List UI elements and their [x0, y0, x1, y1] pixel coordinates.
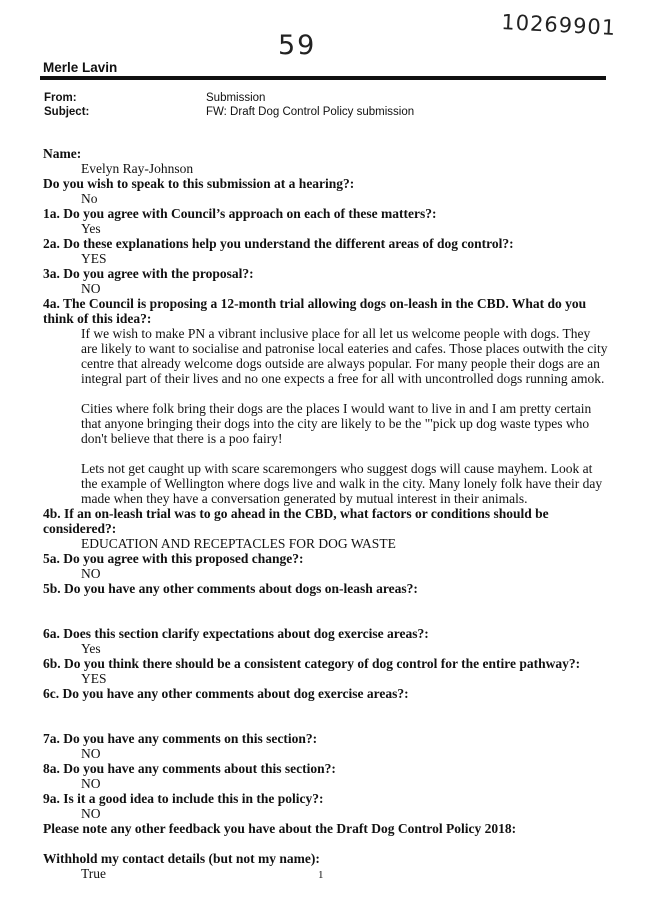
paragraph-gap — [43, 446, 608, 461]
answer-8a: NO — [81, 776, 101, 791]
paragraph-gap — [43, 611, 608, 626]
page-number: 1 — [318, 869, 324, 881]
name-value: Evelyn Ray-Johnson — [81, 161, 194, 176]
empty-answer — [43, 701, 608, 716]
hearing-question: Do you wish to speak to this submission at a hearing?: — [43, 176, 355, 191]
answer-2a: YES — [81, 251, 107, 266]
answer-7a: NO — [81, 746, 101, 761]
withhold-answer: True — [81, 866, 107, 881]
paragraph-gap — [43, 386, 608, 401]
answer-5a: NO — [81, 566, 101, 581]
answer-4a-paragraph-1: If we wish to make PN a vibrant inclusive place for all let us welcome people with dogs. They are likely to want to socialise and patronise local eateries and cafes. Those places outwith the city centre that already welcome dogs outside are always popular. For many people their dogs are an integral part of their lives and no one expects a free for all with uncontrolled dogs running amok. — [81, 326, 608, 386]
empty-answer — [43, 596, 608, 611]
from-value: Submission — [206, 92, 266, 104]
empty-answer — [43, 836, 608, 851]
header-divider — [40, 76, 606, 80]
submission-form — [43, 146, 608, 881]
question-8a: 8a. Do you have any comments about this section?: — [43, 761, 336, 776]
question-5b: 5b. Do you have any other comments about dogs on-leash areas?: — [43, 581, 418, 596]
subject-value: FW: Draft Dog Control Policy submission — [206, 106, 415, 118]
question-4b: 4b. If an on-leash trial was to go ahead in the CBD, what factors or conditions should be considered?: — [43, 506, 549, 536]
question-3a: 3a. Do you agree with the proposal?: — [43, 266, 254, 281]
withhold-question: Withhold my contact details (but not my name): — [43, 851, 320, 866]
name-label: Name: — [43, 146, 82, 161]
answer-4a-paragraph-3: Lets not get caught up with scare scaremongers who suggest dogs will cause mayhem. Look at the example of Wellington where dogs live and walk in the city. Many lonely folk have their day made when they have a conversation generated by mutual interest in their animals. — [81, 461, 603, 506]
answer-1a: Yes — [81, 221, 101, 236]
question-4a: 4a. The Council is proposing a 12-month trial allowing dogs on-leash in the CBD. What do you think of this idea?: — [43, 296, 587, 326]
answer-3a: NO — [81, 281, 101, 296]
answer-4b: EDUCATION AND RECEPTACLES FOR DOG WASTE — [81, 536, 396, 551]
sender-name: Merle Lavin — [43, 60, 118, 75]
hearing-answer: No — [81, 191, 98, 206]
answer-6b: YES — [81, 671, 107, 686]
question-6c: 6c. Do you have any other comments about dog exercise areas?: — [43, 686, 409, 701]
answer-9a: NO — [81, 806, 101, 821]
subject-label: Subject: — [44, 106, 90, 118]
handwritten-document-number: 10269901 — [500, 10, 617, 40]
paragraph-gap — [43, 716, 608, 731]
question-6a: 6a. Does this section clarify expectations about dog exercise areas?: — [43, 626, 429, 641]
handwritten-page-stamp: 59 — [278, 30, 317, 61]
answer-4a-paragraph-2: Cities where folk bring their dogs are the places I would want to live in and I am pretty certain that anyone bringing their dogs into the city are likely to be the "'pick up dog waste types who don't believe that there is a poo fairy! — [81, 401, 592, 446]
question-2a: 2a. Do these explanations help you understand the different areas of dog control?: — [43, 236, 514, 251]
feedback-question: Please note any other feedback you have about the Draft Dog Control Policy 2018: — [43, 821, 517, 836]
question-6b: 6b. Do you think there should be a consistent category of dog control for the entire pathway?: — [43, 656, 581, 671]
question-7a: 7a. Do you have any comments on this section?: — [43, 731, 318, 746]
answer-6a: Yes — [81, 641, 101, 656]
from-label: From: — [44, 92, 77, 104]
question-1a: 1a. Do you agree with Council’s approach on each of these matters?: — [43, 206, 437, 221]
question-9a: 9a. Is it a good idea to include this in the policy?: — [43, 791, 324, 806]
question-5a: 5a. Do you agree with this proposed change?: — [43, 551, 304, 566]
